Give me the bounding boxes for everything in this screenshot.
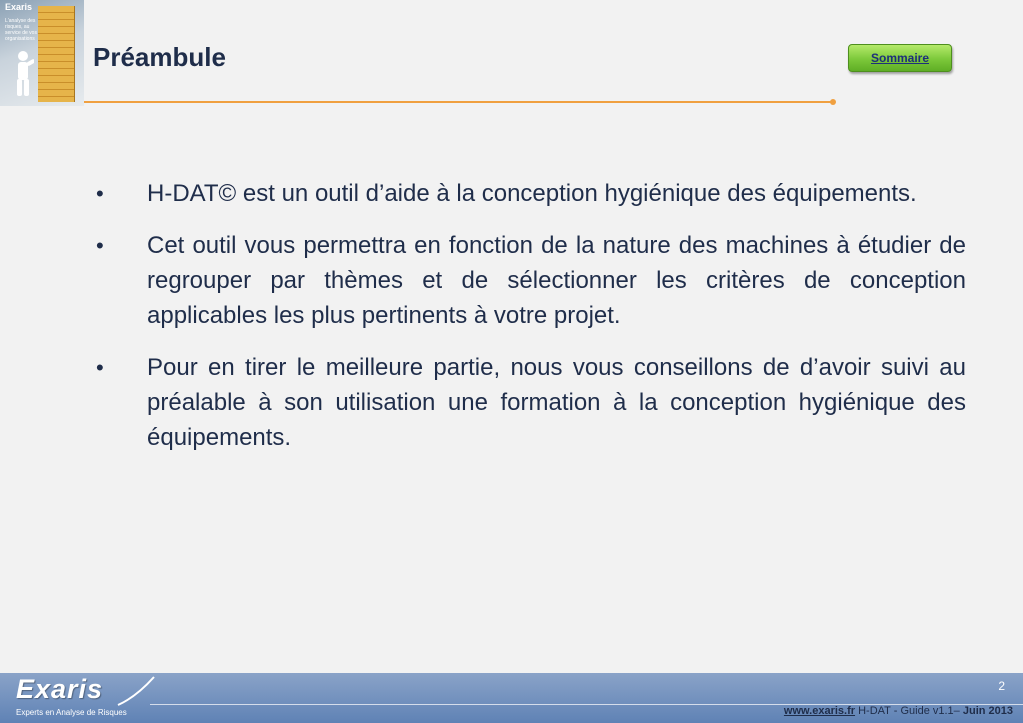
footer-date: Juin 2013 [962, 705, 1013, 717]
page-number: 2 [998, 679, 1005, 693]
logo-tagline: L'analyse des risques, au service de vos organisations [5, 18, 37, 42]
jenga-tower-icon [38, 6, 74, 102]
bullet-text: Cet outil vous permettra en fonction de la nature des machines à étudier de regrouper par thèmes et de sélectionner les critères de conception applicables les plus pertinents à votre projet. [147, 232, 966, 329]
page-title: Préambule [93, 42, 226, 72]
bullet-item [96, 228, 966, 333]
bullet-text: H-DAT© est un outil d’aide à la conception hygiénique des équipements. [147, 180, 917, 207]
bullet-item [96, 176, 966, 211]
bullet-item [96, 350, 966, 455]
footer-brand: Exaris [16, 674, 104, 704]
footer-brand-subtitle: Experts en Analyse de Risques [16, 708, 127, 717]
bullet-text: Pour en tirer le meilleure partie, nous vous conseillons de d’avoir suivi au préalable à son utilisation une formation à la conception hygiénique des équipements. [147, 354, 966, 451]
footer-bar [0, 673, 1023, 723]
bullet-icon: • [96, 355, 104, 380]
footer-info [784, 705, 1013, 717]
bullet-icon: • [96, 233, 104, 258]
figure-icon [12, 50, 34, 98]
bullet-icon: • [96, 181, 104, 206]
title-underline [84, 101, 832, 103]
sommaire-button[interactable]: Sommaire [848, 44, 952, 72]
logo-brand-text: Exaris [5, 2, 33, 12]
title-underline-end-dot [830, 99, 836, 105]
website-link[interactable]: www.exaris.fr [783, 705, 856, 717]
footer-doc-label: H-DAT - Guide v1.1– [855, 705, 963, 717]
exaris-logo-image [0, 0, 84, 106]
bullet-list [96, 176, 966, 472]
